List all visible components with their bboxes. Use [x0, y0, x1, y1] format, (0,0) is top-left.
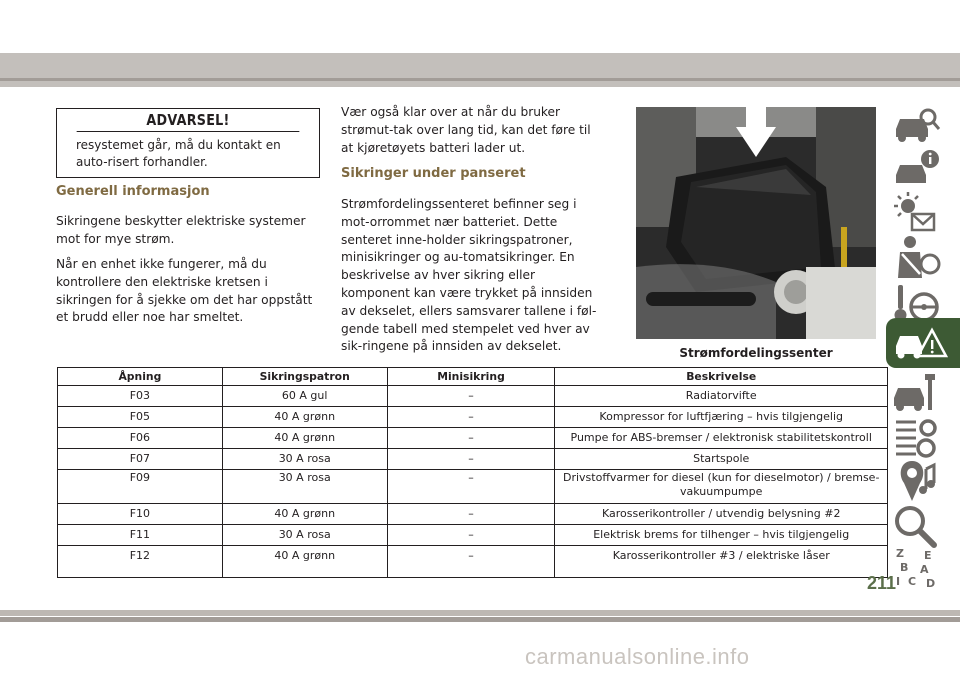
- index-icon[interactable]: [890, 545, 942, 597]
- table-row: [58, 386, 888, 407]
- table-cell: –: [387, 546, 555, 578]
- column-header: Åpning: [58, 368, 223, 386]
- svg-text:E: E: [924, 549, 932, 562]
- roadside-warning-icon[interactable]: [886, 318, 960, 368]
- table-cell: –: [387, 407, 555, 428]
- column-header: Sikringspatron: [222, 368, 387, 386]
- table-cell: F05: [58, 407, 223, 428]
- table-cell: F11: [58, 525, 223, 546]
- general-paragraph-1: Sikringene beskytter elektriske systemer mot for mye strøm.: [56, 214, 306, 246]
- table-cell: –: [387, 470, 555, 504]
- svg-text:I: I: [896, 575, 901, 588]
- table-cell: 30 A rosa: [222, 525, 387, 546]
- warning-box: [56, 108, 320, 178]
- engine-bay-photo: [636, 107, 876, 339]
- general-paragraph-2: Når en enhet ikke fungerer, må du kontrollere den elektriske kretsen i sikringen for å sjekke om det har oppstått et brudd eller noe har smeltet.: [56, 257, 313, 325]
- table-row: [58, 407, 888, 428]
- table-cell: Startspole: [555, 449, 888, 470]
- fuses-paragraph: Strømfordelingssenteret befinner seg i mot-orrommet nær batteriet. Dette senteret inne-holder sikringspatroner, minisikringer og au-tomatsikringer. En beskrivelse av hver sikring eller komponent kan være trykket på innsiden av dekselet, ellers samsvarer tallene i føl-gende tabell med stempelet ved hver av sik-ringene på innsiden av dekselet.: [341, 197, 597, 354]
- table-cell: F07: [58, 449, 223, 470]
- table-cell: Karosserikontroller #3 / elektriske låser: [555, 546, 888, 578]
- table-cell: 40 A grønn: [222, 428, 387, 449]
- table-cell: Elektrisk brems for tilhenger – hvis tilgjengelig: [555, 525, 888, 546]
- column2-intro: Vær også klar over at når du bruker strømut-tak over lang tid, kan det føre til at kjøretøyets batteri lader ut.: [341, 105, 591, 155]
- table-cell: –: [387, 525, 555, 546]
- table-row: [58, 546, 888, 578]
- table-cell: F12: [58, 546, 223, 578]
- table-row: [58, 504, 888, 525]
- svg-text:B: B: [900, 561, 909, 574]
- table-cell: Drivstoffvarmer for diesel (kun for dieselmotor) / bremse-vakuumpumpe: [555, 470, 888, 504]
- watermark: carmanualsonline.info: [525, 644, 750, 669]
- warning-title: ADVARSEL!: [77, 109, 300, 132]
- table-cell: F06: [58, 428, 223, 449]
- svg-text:D: D: [926, 577, 936, 590]
- photo-caption: Strømfordelingssenter: [679, 346, 833, 360]
- header-band: [0, 53, 960, 87]
- table-cell: F09: [58, 470, 223, 504]
- column-header: Beskrivelse: [555, 368, 888, 386]
- table-cell: –: [387, 449, 555, 470]
- footer-band: [0, 610, 960, 616]
- table-cell: 60 A gul: [222, 386, 387, 407]
- table-cell: Kompressor for luftfjæring – hvis tilgjengelig: [555, 407, 888, 428]
- table-cell: –: [387, 428, 555, 449]
- svg-text:C: C: [908, 575, 917, 588]
- table-row: [58, 449, 888, 470]
- table-cell: F03: [58, 386, 223, 407]
- table-cell: Radiatorvifte: [555, 386, 888, 407]
- table-row: [58, 525, 888, 546]
- section-heading-fuses: Sikringer under panseret: [341, 166, 526, 181]
- table-cell: 30 A rosa: [222, 470, 387, 504]
- table-cell: –: [387, 386, 555, 407]
- table-cell: –: [387, 504, 555, 525]
- column-header: Minisikring: [387, 368, 555, 386]
- table-cell: Karosserikontroller / utvendig belysning #2: [555, 504, 888, 525]
- svg-text:A: A: [920, 563, 929, 576]
- table-header-row: [58, 368, 888, 386]
- fuse-table: [57, 367, 888, 578]
- page-number: 211: [866, 573, 896, 593]
- footer-rule: [0, 617, 960, 622]
- section-heading-general: Generell informasjon: [56, 184, 210, 199]
- table-cell: 30 A rosa: [222, 449, 387, 470]
- warning-text: resystemet går, må du kontakt en auto-risert forhandler.: [76, 138, 281, 169]
- table-cell: 40 A grønn: [222, 407, 387, 428]
- table-cell: 40 A grønn: [222, 504, 387, 525]
- header-rule: [0, 78, 960, 81]
- table-row: [58, 470, 888, 504]
- table-cell: F10: [58, 504, 223, 525]
- svg-text:Z: Z: [896, 547, 904, 560]
- table-cell: 40 A grønn: [222, 546, 387, 578]
- table-row: [58, 428, 888, 449]
- table-cell: Pumpe for ABS-bremser / elektronisk stabilitetskontroll: [555, 428, 888, 449]
